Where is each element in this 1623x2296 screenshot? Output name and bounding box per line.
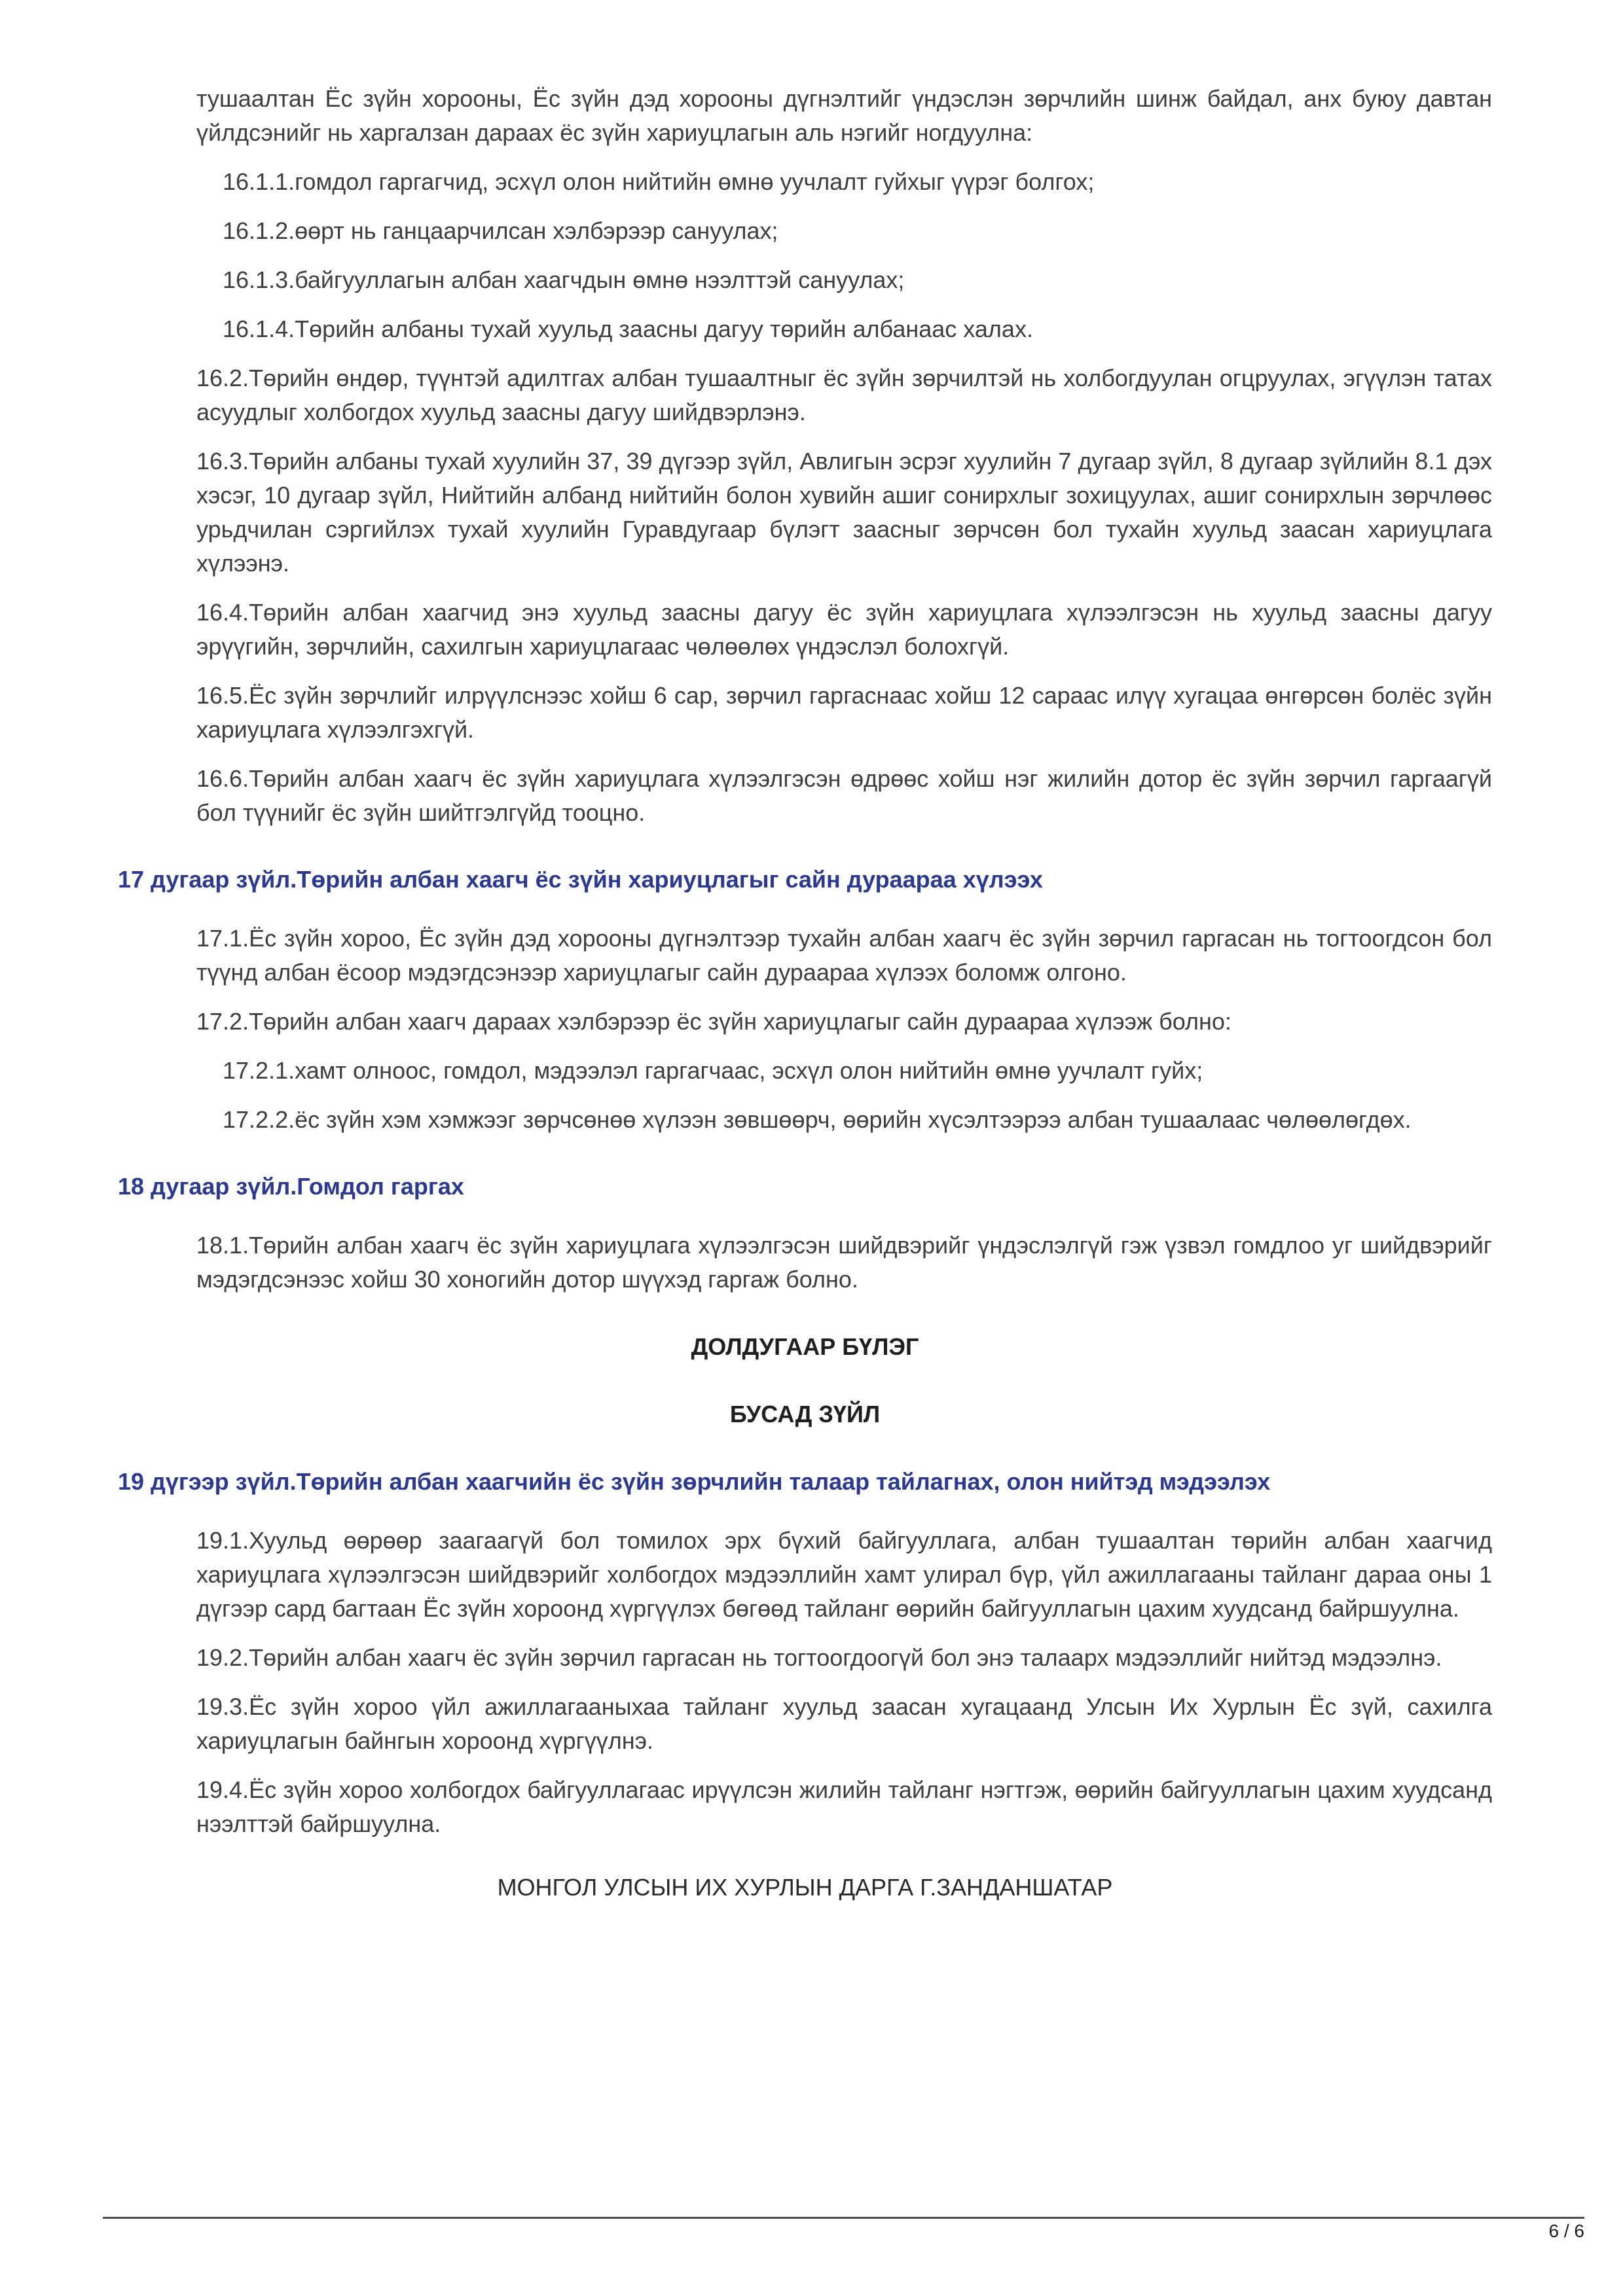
chapter-heading: ДОЛДУГААР БҮЛЭГ (691, 1333, 919, 1360)
list-item: 16.1.3.байгууллагын албан хаагчдын өмнө нээлттэй сануулах; (223, 266, 905, 293)
body-paragraph: 17.1.Ёс зүйн хороо, Ёс зүйн дэд хорооны дүгнэлтээр тухайн албан хаагч ёс зүйн зөрчил гаргасан нь тогтоогдсон бол түүнд албан ёсоор мэдэгдсэнээр хариуцлагыг сайн дураараа хүлээх боломж олгоно. (196, 925, 1492, 986)
body-paragraph: 19.3.Ёс зүйн хороо үйл ажиллагааныхаа тайланг хуульд заасан хугацаанд Улсын Их Хурлын Ёс зүй, сахилга хариуцлагын байнгын хороонд хүргүүлнэ. (196, 1693, 1492, 1754)
article-heading: 19 дүгээр зүйл.Төрийн албан хаагчийн ёс зүйн зөрчлийн талаар тайлагнах, олон нийтэд мэдээлэх (118, 1468, 1271, 1495)
article-heading: 17 дугаар зүйл.Төрийн албан хаагч ёс зүйн хариуцлагыг сайн дураараа хүлээх (118, 866, 1043, 893)
body-paragraph: 16.4.Төрийн албан хаагчид энэ хуульд заасны дагуу ёс зүйн хариуцлага хүлээлгэсэн нь хуульд заасны дагуу эрүүгийн, зөрчлийн, сахилгын хариуцлагаас чөлөөлөх үндэслэл болохгүй. (196, 599, 1492, 660)
body-paragraph: 18.1.Төрийн албан хаагч ёс зүйн хариуцлага хүлээлгэсэн шийдвэрийг үндэслэлгүй гэж үзвэл гомдлоо уг шийдвэрийг мэдэгдсэнээс хойш 30 хоногийн дотор шүүхэд гаргаж болно. (196, 1232, 1492, 1293)
signature-line: МОНГОЛ УЛСЫН ИХ ХУРЛЫН ДАРГА Г.ЗАНДАНШАТАР (497, 1874, 1113, 1901)
page-number: 6 / 6 (1548, 2221, 1584, 2241)
chapter-heading: БУСАД ЗҮЙЛ (729, 1401, 881, 1427)
body-paragraph: 17.2.Төрийн албан хаагч дараах хэлбэрээр ёс зүйн хариуцлагыг сайн дураараа хүлээж болно: (196, 1008, 1231, 1035)
body-paragraph: 16.2.Төрийн өндөр, түүнтэй адилтгах албан тушаалтныг ёс зүйн зөрчилтэй нь холбогдуулан огцруулах, эгүүлэн татах асуудлыг холбогдох хуульд заасны дагуу шийдвэрлэнэ. (196, 365, 1492, 425)
body-paragraph: 19.2.Төрийн албан хаагч ёс зүйн зөрчил гаргасан нь тогтоогдоогүй бол энэ талаарх мэдээллийг нийтэд мэдээлнэ. (196, 1644, 1442, 1671)
body-paragraph: 16.6.Төрийн албан хаагч ёс зүйн хариуцлага хүлээлгэсэн өдрөөс хойш нэг жилийн дотор ёс зүйн зөрчил гаргаагүй бол түүнийг ёс зүйн шийтгэлгүйд тооцно. (196, 765, 1492, 826)
article-heading: 18 дугаар зүйл.Гомдол гаргах (118, 1173, 464, 1200)
list-item: 16.1.1.гомдол гаргагчид, эсхүл олон нийтийн өмнө уучлалт гуйхыг үүрэг болгох; (223, 168, 1095, 195)
body-paragraph: тушаалтан Ёс зүйн хорооны, Ёс зүйн дэд хорооны дүгнэлтийг үндэслэн зөрчлийн шинж байдал, анх буюу давтан үйлдсэнийг нь харгалзан дараах ёс зүйн хариуцлагын аль нэгийг ногдуулна: (196, 85, 1492, 146)
list-item: 17.2.2.ёс зүйн хэм хэмжээг зөрчсөнөө хүлээн зөвшөөрч, өөрийн хүсэлтээрээ албан тушаалаас чөлөөлөгдөх. (223, 1106, 1412, 1133)
footer-divider (103, 2217, 1584, 2219)
body-paragraph: 19.4.Ёс зүйн хороо холбогдох байгууллагаас ирүүлсэн жилийн тайланг нэгтгэж, өөрийн байгууллагын цахим хуудсанд нээлттэй байршуулна. (196, 1776, 1492, 1837)
body-paragraph: 16.5.Ёс зүйн зөрчлийг илрүүлснээс хойш 6 сар, зөрчил гаргаснаас хойш 12 сараас илүү хугацаа өнгөрсөн болёс зүйн хариуцлага хүлээлгэхгүй. (196, 682, 1492, 743)
list-item: 16.1.4.Төрийн албаны тухай хуульд заасны дагуу төрийн албанаас халах. (223, 315, 1033, 342)
list-item: 17.2.1.хамт олноос, гомдол, мэдээлэл гаргагчаас, эсхүл олон нийтийн өмнө уучлалт гуйх; (223, 1057, 1203, 1084)
list-item: 16.1.2.өөрт нь ганцаарчилсан хэлбэрээр сануулах; (223, 217, 778, 244)
body-paragraph: 19.1.Хуульд өөрөөр заагаагүй бол томилох эрх бүхий байгууллага, албан тушаалтан төрийн албан хаагчид хариуцлага хүлээлгэсэн шийдвэрийг холбогдох мэдээллийн хамт улирал бүр, үйл ажиллагааны тайланг дараа оны 1 дүгээр сард багтаан Ёс зүйн хороонд хүргүүлэх бөгөөд тайланг өөрийн байгууллагын цахим хуудсанд байршуулна. (196, 1527, 1492, 1622)
document-body (118, 82, 1492, 1905)
body-paragraph: 16.3.Төрийн албаны тухай хуулийн 37, 39 дүгээр зүйл, Авлигын эсрэг хуулийн 7 дугаар зүйл, 8 дугаар зүйлийн 8.1 дэх хэсэг, 10 дугаар зүйл, Нийтийн албанд нийтийн болон хувийн ашиг сонирхлыг зохицуулах, ашиг сонирхлын зөрчлөөс урьдчилан сэргийлэх тухай хуулийн Гуравдугаар бүлэгт заасныг зөрчсөн бол тухайн хуульд заасан хариуцлага хүлээнэ. (196, 448, 1492, 577)
